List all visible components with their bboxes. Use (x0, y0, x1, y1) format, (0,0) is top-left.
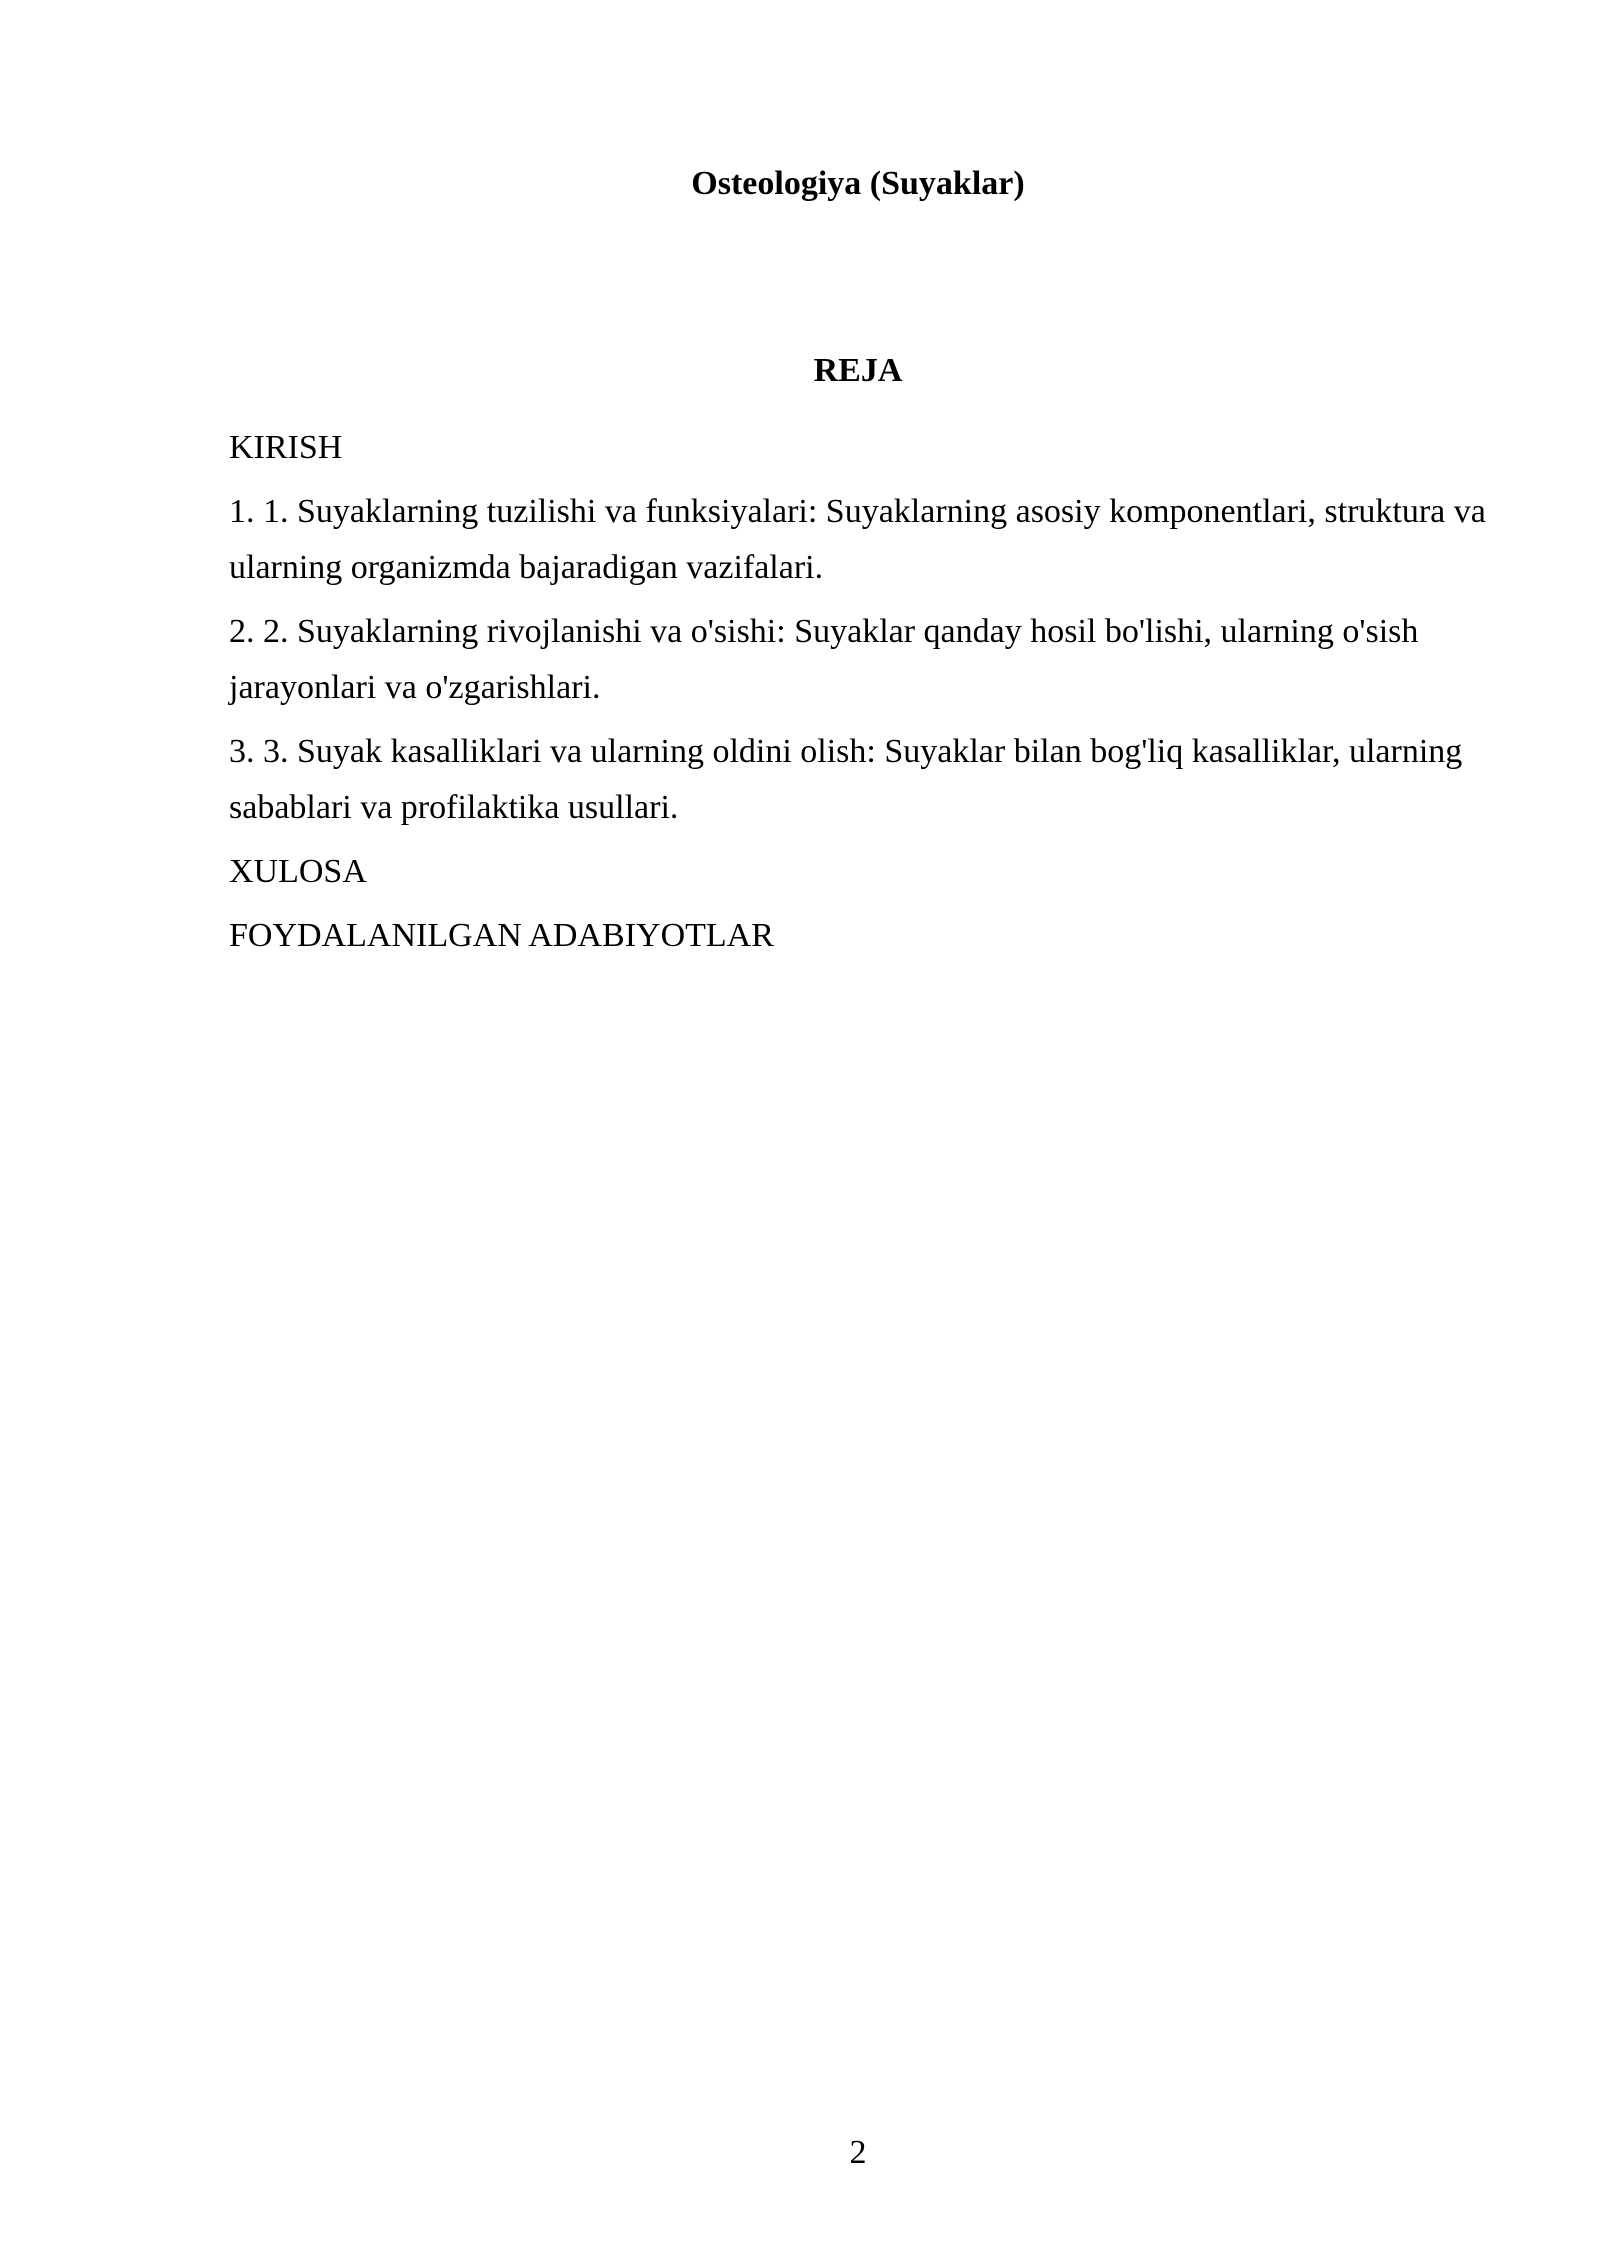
plan-item-1: 1. 1. Suyaklarning tuzilishi va funksiyalari: Suyaklarning asosiy komponentlari, struktura va ularning organizmda bajaradigan vazifalari. (229, 493, 1486, 586)
plan-item-introduction: KIRISH (229, 429, 343, 466)
plan-item-3: 3. 3. Suyak kasalliklari va ularning oldini olish: Suyaklar bilan bog'liq kasalliklar, ularning sabablari va profilaktika usullari. (229, 733, 1463, 826)
page-number: 2 (849, 2134, 867, 2171)
plan-item-2: 2. 2. Suyaklarning rivojlanishi va o'sishi: Suyaklar qanday hosil bo'lishi, ularning o'sish jarayonlari va o'zgarishlari. (229, 613, 1419, 706)
plan-list (229, 420, 1489, 972)
plan-heading: REJA (813, 352, 903, 389)
plan-item-conclusion: XULOSA (229, 853, 367, 890)
plan-item-references: FOYDALANILGAN ADABIYOTLAR (229, 917, 774, 954)
document-title: Osteologiya (Suyaklar) (691, 165, 1025, 202)
